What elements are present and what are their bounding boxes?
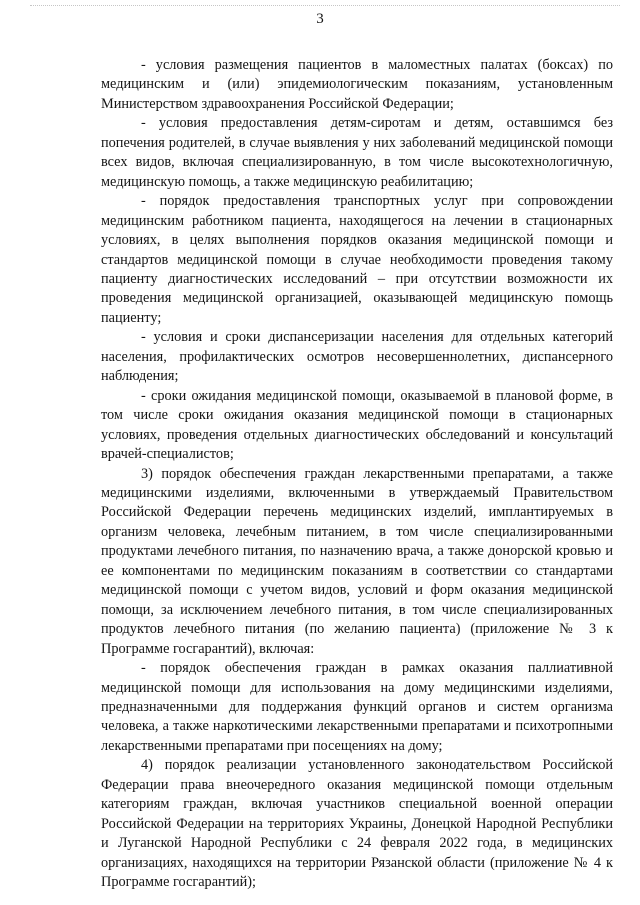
paragraph-item-4-priority-care: 4) порядок реализации установленного законодательством Российской Федерации права внеочередного оказания медицинской помощи отдельным категориям граждан, включая участников специальной военной операции Российской Федерации на территориях Украины, Донецкой Народной Республики и Луганской Народной Республики с 24 февраля 2022 года, в медицинских организациях, находящихся на территории Рязанской области (приложение № 4 к Программе госгарантий); bbox=[101, 757, 613, 891]
paragraph-item-3-medicines: 3) порядок обеспечения граждан лекарственными препаратами, а также медицинскими изделиями, включенными в утверждаемый Правительством Российской Федерации перечень медицинских изделий, имплантируемых в организм человека, лечебным питанием, в том числе специализированными продуктами лечебного питания, по назначению врача, а также донорской кровью и ее компонентами по медицинским показаниям в соответствии со стандартами медицинской помощи с учетом видов, условий и форм оказания медицинской помощи, за исключением лечебного питания, в том числе специализированных продуктов лечебного питания (по желанию пациента) (приложение № 3 к Программе госгарантий), включая: bbox=[101, 465, 613, 657]
page-number: 3 bbox=[316, 11, 324, 27]
paragraph-bullet-transport: - порядок предоставления транспортных услуг при сопровождении медицинским работником пациента, находящегося на лечении в стационарных условиях, в целях выполнения порядков оказания медицинской помощи и стандартов медицинской помощи в случае необходимости проведения такому пациенту диагностических исследований – при отсутствии возможности их проведения медицинской организацией, оказывающей медицинскую помощь пациенту; bbox=[101, 193, 613, 326]
scan-edge-artifact bbox=[30, 5, 620, 6]
paragraph-bullet-palliative: - порядок обеспечения граждан в рамках оказания паллиативной медицинской помощи для использования на дому медицинскими изделиями, предназначенными для поддержания функций органов и систем организма человека, а также наркотическими лекарственными препаратами и психотропными лекарственными препаратами при посещениях на дому; bbox=[101, 660, 613, 754]
paragraph-bullet-wards: - условия размещения пациентов в маломестных палатах (боксах) по медицинским и (или) эпидемиологическим показаниям, установленным Министерством здравоохранения Российской Федерации; bbox=[101, 57, 613, 112]
paragraph-bullet-waiting-times: - сроки ожидания медицинской помощи, оказываемой в плановой форме, в том числе сроки ожидания оказания медицинской помощи в стационарных условиях, проведения отдельных диагностических обследований и консультаций врачей-специалистов; bbox=[101, 387, 613, 463]
paragraph-bullet-orphans: - условия предоставления детям-сиротам и детям, оставшимся без попечения родителей, в случае выявления у них заболеваний медицинской помощи всех видов, включая специализированную, в том числе высокотехнологичную, медицинскую помощь, а также медицинскую реабилитацию; bbox=[101, 115, 613, 190]
paragraph-bullet-dispensary: - условия и сроки диспансеризации населения для отдельных категорий населения, профилактических осмотров несовершеннолетних, диспансерного наблюдения; bbox=[101, 329, 613, 385]
document-body bbox=[101, 56, 613, 892]
